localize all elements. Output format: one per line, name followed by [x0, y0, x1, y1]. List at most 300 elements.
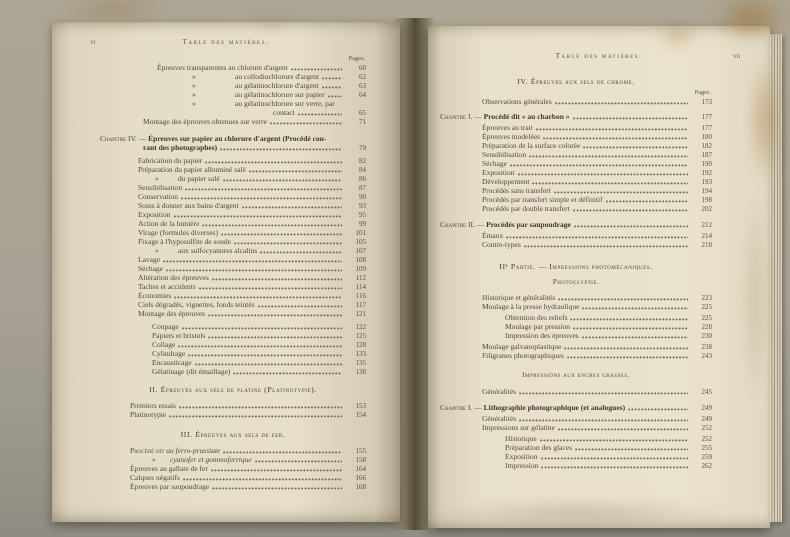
entry-label: Procédés sans transfert: [482, 186, 551, 195]
left-page-header: [52, 38, 400, 50]
entry-page-number: 155: [355, 447, 366, 455]
dot-leader: [199, 286, 342, 290]
entry-label: Exposition: [482, 168, 515, 177]
toc-entry: [482, 387, 712, 396]
folio-right: vii: [733, 52, 740, 60]
running-title-right: Table des matières.: [555, 52, 643, 60]
entry-page-number: 262: [701, 462, 712, 470]
dot-leader: [202, 223, 342, 227]
toc-entry: [138, 183, 366, 192]
entry-page-number: 108: [355, 256, 366, 264]
entry-page-number: 158: [355, 456, 366, 464]
dot-leader: [211, 468, 342, 472]
toc-spacer: [440, 213, 712, 220]
entry-page-number: 122: [355, 323, 366, 331]
toc-entry: [505, 434, 712, 443]
sub-section-heading: Impressions aux encres grasses.: [522, 371, 630, 379]
dot-leader: [255, 459, 342, 463]
toc-spacer: [440, 249, 712, 261]
toc-entry: [192, 72, 366, 81]
toc-entry: [482, 414, 712, 423]
running-title-left: Table des matières.: [182, 38, 270, 46]
entry-label: Impression: [505, 461, 539, 470]
entry-label: Procédés par double transfert: [482, 204, 570, 213]
entry-page-number: 63: [359, 82, 366, 90]
toc-entry: [505, 461, 712, 470]
dot-leader: [212, 277, 342, 281]
dot-leader: [573, 116, 688, 120]
dot-leader: [540, 438, 688, 442]
entry-page-number: 193: [701, 178, 712, 186]
entry-page-number: 249: [701, 415, 712, 423]
toc-entry: [152, 349, 366, 358]
entry-page-number: 87: [359, 184, 366, 192]
toc-entry: [192, 99, 366, 108]
entry-page-number: 114: [355, 283, 366, 291]
entry-label: Lavage: [138, 255, 161, 264]
toc-entry: [482, 240, 712, 249]
entry-label: Lithographie photographique (et analogues): [483, 403, 626, 412]
toc-entry: [138, 156, 366, 165]
entry-page-number: 79: [359, 144, 366, 152]
entry-label: Séchage: [138, 264, 163, 273]
dot-leader: [166, 268, 342, 272]
dot-leader: [519, 418, 688, 422]
toc-entry: [505, 331, 712, 340]
entry-page-number: 225: [701, 303, 712, 311]
entry-label: Préparation du papier albuminé salé: [138, 165, 246, 174]
dot-leader: [570, 317, 688, 321]
toc-entry: [138, 291, 366, 300]
dot-leader: [178, 344, 342, 348]
entry-label: Préparation de la surface colorée: [482, 141, 581, 150]
dot-leader: [564, 346, 688, 350]
entry-label: Émaux: [482, 231, 504, 240]
toc-entry: [505, 452, 712, 461]
entry-label: Exposition: [138, 210, 171, 219]
toc-entry: [440, 112, 712, 121]
toc-entry: [192, 90, 366, 99]
toc-entry: [143, 117, 366, 126]
section-heading: II. Épreuves aux sels de platine (Platinotypie).: [149, 385, 317, 394]
entry-label: Historique: [505, 434, 537, 443]
toc-entry: [482, 195, 712, 204]
toc-right: [440, 76, 712, 470]
entry-label: Économies: [138, 291, 172, 300]
entry-page-number: 223: [701, 294, 712, 302]
entry-label: Taches et accidents: [138, 282, 196, 291]
entry-prefix: Chapitre I. —: [440, 112, 484, 121]
dot-leader: [536, 127, 688, 131]
dot-leader: [575, 447, 688, 451]
toc-entry: [138, 219, 366, 228]
entry-label: Développement: [482, 177, 530, 186]
entry-label: Ciels dégradés, vignettes, fonds teintés: [138, 300, 255, 309]
entry-page-number: 86: [359, 175, 366, 183]
section-heading: IIᵉ Partie. — Impressions photomécaniques.: [499, 262, 653, 271]
dot-leader: [628, 407, 688, 411]
entry-page-number: 190: [701, 160, 712, 168]
entry-page-number: 180: [701, 133, 712, 141]
left-page: [52, 22, 400, 522]
dot-leader: [208, 313, 342, 317]
dot-leader: [322, 85, 342, 89]
ditto-mark: »: [152, 455, 156, 464]
entry-page-number: 112: [355, 274, 366, 282]
dot-leader: [182, 326, 342, 330]
ditto-mark: »: [155, 174, 159, 183]
dot-leader: [212, 486, 342, 490]
toc-spacer: [440, 360, 712, 370]
toc-entry: [155, 246, 366, 255]
entry-page-number: 259: [701, 453, 712, 461]
entry-page-number: 109: [355, 265, 366, 273]
ditto-mark: »: [155, 246, 159, 255]
entry-label: contact: [273, 108, 295, 117]
dot-leader: [532, 181, 688, 185]
dot-leader: [174, 295, 342, 299]
toc-entry: [152, 322, 366, 331]
entry-page-number: 198: [701, 196, 712, 204]
entry-label: rant des photographes): [143, 143, 218, 152]
dot-leader: [541, 456, 688, 460]
entry-label: Montage des épreuves: [138, 309, 206, 318]
toc-entry: [505, 313, 712, 322]
entry-page-number: 154: [355, 411, 366, 419]
entry-page-number: 71: [359, 118, 366, 126]
dot-leader: [328, 94, 342, 98]
entry-page-number: 164: [355, 465, 366, 473]
entry-label: Fixage à l'hyposulfite de soude: [138, 237, 231, 246]
dot-leader: [322, 76, 342, 80]
entry-page-number: 228: [701, 323, 712, 331]
toc-entry: [505, 322, 712, 331]
toc-entry: [138, 309, 366, 318]
toc-spacer: [100, 376, 366, 384]
dot-leader: [223, 450, 342, 454]
entry-page-number: 105: [355, 238, 366, 246]
toc-spacer: [440, 396, 712, 403]
dot-leader: [529, 154, 688, 158]
entry-label: Contre-types: [482, 240, 521, 249]
entry-label: aux sulfocyanures alcalins: [178, 246, 258, 255]
page-stack-edges: [770, 34, 782, 522]
dot-leader: [242, 205, 342, 209]
dot-leader: [606, 199, 688, 203]
sub-section-heading: Photoglyptie.: [552, 278, 600, 286]
entry-page-number: 166: [355, 474, 366, 482]
ditto-mark: »: [192, 90, 196, 99]
toc-entry: [138, 282, 366, 291]
entry-prefix: Chapitre II. —: [440, 220, 487, 229]
entry-page-number: 243: [701, 352, 712, 360]
toc-entry: [152, 340, 366, 349]
toc-entry: [482, 159, 712, 168]
dot-leader: [518, 172, 688, 176]
dot-leader: [582, 306, 688, 310]
toc-entry: [482, 168, 712, 177]
entry-page-number: 255: [701, 444, 712, 452]
entry-page-number: 62: [359, 73, 366, 81]
toc-entry: [138, 201, 366, 210]
dot-leader: [234, 241, 342, 245]
entry-label: Généralités: [482, 414, 517, 423]
toc-entry: [482, 302, 712, 311]
toc-entry: [482, 123, 712, 132]
entry-label: Historique et généralités: [482, 293, 556, 302]
entry-page-number: 93: [359, 202, 366, 210]
section-heading: IV. Épreuves aux sels de chrome.: [517, 77, 635, 86]
entry-label: cyanofer et gommoferrique: [170, 455, 252, 464]
dot-leader: [541, 465, 688, 469]
dot-leader: [205, 160, 342, 164]
dot-leader: [183, 477, 342, 481]
entry-page-number: 133: [355, 350, 366, 358]
entry-page-number: 90: [359, 193, 366, 201]
toc-entry: [143, 143, 366, 152]
entry-page-number: 64: [359, 91, 366, 99]
dot-leader: [223, 178, 342, 182]
entry-page-number: 117: [355, 301, 366, 309]
dot-leader: [291, 67, 342, 71]
entry-label: Coupage: [152, 322, 179, 331]
entry-page-number: 121: [355, 310, 366, 318]
entry-label: Papiers et bristols: [152, 331, 206, 340]
dot-leader: [583, 145, 688, 149]
entry-label: Épreuves par saupoudrage: [130, 482, 210, 491]
entry-page-number: 153: [355, 402, 366, 410]
toc-entry: [130, 482, 366, 491]
toc-entry: [482, 293, 712, 302]
toc-entry: [482, 150, 712, 159]
entry-label: Obtention des reliefs: [505, 313, 568, 322]
entry-label: Moulage galvanoplastique: [482, 342, 562, 351]
ditto-mark: »: [192, 72, 196, 81]
entry-label: au gélatinochlorure sur papier: [235, 90, 325, 99]
toc-entry: [482, 423, 712, 432]
dot-leader: [208, 335, 342, 339]
entry-label: Soins à donner aux bains d'argent: [138, 201, 239, 210]
dot-leader: [233, 371, 342, 375]
toc-entry: [440, 220, 712, 229]
entry-label: Filigranes photographiques: [482, 351, 564, 360]
right-page-header: [428, 52, 770, 64]
dot-leader: [195, 362, 342, 366]
dot-leader: [582, 335, 688, 339]
entry-label: Moulage par pression: [505, 322, 570, 331]
entry-page-number: 173: [701, 98, 712, 106]
toc-entry: [152, 455, 366, 464]
dot-leader: [220, 147, 342, 151]
entry-label: Épreuves au gallate de fer: [130, 464, 208, 473]
toc-entry: [138, 210, 366, 219]
dot-leader: [506, 235, 688, 239]
ditto-mark: »: [192, 99, 196, 108]
entry-page-number: 182: [701, 142, 712, 150]
toc-entry: [482, 141, 712, 150]
toc-entry: [440, 403, 712, 412]
dot-leader: [163, 259, 342, 263]
entry-page-number: 82: [359, 157, 366, 165]
entry-prefix: Procédé dit: [130, 446, 167, 455]
toc-spacer: [100, 419, 366, 429]
entry-page-number: 252: [701, 424, 712, 432]
entry-prefix: Chapitre IV. —: [100, 134, 149, 143]
entry-page-number: 128: [355, 341, 366, 349]
entry-label: Procédé dit « au charbon »: [483, 112, 570, 121]
entry-page-number: 95: [359, 211, 366, 219]
dot-leader: [174, 214, 342, 218]
toc-spacer: [100, 126, 366, 134]
entry-page-number: 60: [359, 64, 366, 72]
dot-leader: [298, 112, 342, 116]
dot-leader: [510, 163, 688, 167]
dot-leader: [249, 169, 342, 173]
dot-leader: [524, 244, 688, 248]
dot-leader: [519, 391, 688, 395]
toc-entry: [482, 186, 712, 195]
entry-page-number: 84: [359, 166, 366, 174]
entry-label: au ferro-prussiate: [166, 446, 221, 455]
dot-leader: [169, 414, 342, 418]
toc-entry: [130, 446, 366, 455]
entry-page-number: 116: [355, 292, 366, 300]
entry-label: Sensibilisation: [138, 183, 183, 192]
entry-label: Action de la lumière: [138, 219, 200, 228]
toc-entry: [482, 132, 712, 141]
section-heading: III. Épreuves aux sels de fer.: [180, 430, 286, 439]
toc-entry: [138, 264, 366, 273]
entry-page-number: 125: [355, 332, 366, 340]
entry-label: au gélatinochlorure d'argent: [235, 81, 319, 90]
entry-label: Épreuves au trait: [482, 123, 533, 132]
dot-leader: [258, 304, 342, 308]
toc-left: [100, 55, 366, 491]
entry-label: Cylindrage: [152, 349, 186, 358]
entry-label: Impressions sur gélatine: [482, 423, 555, 432]
entry-label: Épreuves modelées: [482, 132, 541, 141]
toc-entry: [138, 165, 366, 174]
entry-label: Procédés par saupoudrage: [486, 220, 571, 229]
entry-label: Préparation des glaces: [505, 443, 573, 452]
toc-entry: [138, 228, 366, 237]
dot-leader: [555, 101, 688, 105]
toc-entry: [130, 410, 366, 419]
entry-label: Procédés par transfert simple et définitif: [482, 195, 603, 204]
entry-page-number: 202: [701, 205, 712, 213]
dot-leader: [179, 405, 342, 409]
entry-page-number: 65: [359, 109, 366, 117]
entry-page-number: 107: [355, 247, 366, 255]
entry-label: Virage (formules diverses): [138, 228, 218, 237]
entry-page-number: 138: [355, 368, 366, 376]
entry-page-number: 101: [355, 229, 366, 237]
entry-label: Montage des épreuves obtenues sur verre: [143, 117, 267, 126]
entry-label: Observations générales: [482, 97, 552, 106]
toc-entry: [505, 443, 712, 452]
dot-leader: [260, 250, 342, 254]
dot-leader: [543, 136, 688, 140]
entry-label: Collage: [152, 340, 176, 349]
toc-entry: [482, 177, 712, 186]
entry-label: Premiers essais: [130, 401, 177, 410]
toc-entry: [152, 358, 366, 367]
toc-entry: [138, 273, 366, 282]
entry-label: Épreuves sur papier au chlorure d'argent (Procédé cou-: [148, 134, 327, 143]
entry-page-number: 99: [359, 220, 366, 228]
entry-page-number: 214: [701, 232, 712, 240]
entry-page-number: 218: [701, 241, 712, 249]
pages-column-label: Pages.: [348, 55, 365, 62]
toc-entry: [157, 63, 366, 72]
toc-entry: [138, 192, 366, 201]
dot-leader: [573, 208, 688, 212]
dot-leader: [554, 190, 688, 194]
toc-entry: [130, 401, 366, 410]
dot-leader: [574, 224, 688, 228]
entry-label: Séchage: [482, 159, 507, 168]
entry-page-number: 177: [701, 124, 712, 132]
entry-page-number: 187: [701, 151, 712, 159]
entry-label: Moulage à la presse hydraulique: [482, 302, 580, 311]
entry-page-number: 177: [701, 113, 712, 121]
entry-label: Généralités: [482, 387, 517, 396]
toc-entry: [152, 331, 366, 340]
toc-entry: [138, 255, 366, 264]
entry-page-number: 168: [355, 483, 366, 491]
entry-page-number: 194: [701, 187, 712, 195]
foxing-stain: [64, 0, 164, 24]
entry-page-number: 230: [701, 332, 712, 340]
dot-leader: [567, 355, 688, 359]
entry-page-number: 245: [701, 388, 712, 396]
entry-label: Fabrication du papier: [138, 156, 203, 165]
right-page: [428, 26, 770, 528]
dot-leader: [558, 427, 688, 431]
folio-left: vi: [90, 38, 96, 46]
toc-entry: [482, 351, 712, 360]
entry-label: du papier salé: [178, 174, 220, 183]
dot-leader: [558, 297, 688, 301]
entry-prefix: Chapitre I. —: [440, 403, 484, 412]
entry-label: Sensibilisation: [482, 150, 527, 159]
toc-entry: [100, 134, 366, 143]
dot-leader: [270, 121, 342, 125]
dot-leader: [221, 232, 342, 236]
dot-leader: [188, 353, 342, 357]
toc-entry: [273, 108, 366, 117]
entry-page-number: 238: [701, 343, 712, 351]
toc-entry: [130, 464, 366, 473]
toc-entry: [482, 204, 712, 213]
entry-page-number: 249: [701, 404, 712, 412]
toc-entry: [138, 237, 366, 246]
entry-label: Impression des épreuves: [505, 331, 579, 340]
toc-spacer: [440, 380, 712, 387]
toc-entry: [482, 231, 712, 240]
dot-leader: [181, 196, 342, 200]
entry-page-number: 225: [701, 314, 712, 322]
entry-label: au collodiochlorure d'argent: [235, 72, 320, 81]
pages-column-label: Pages.: [694, 89, 711, 96]
toc-entry: [155, 174, 366, 183]
entry-page-number: 212: [701, 221, 712, 229]
toc-entry: [152, 367, 366, 376]
toc-entry: [130, 473, 366, 482]
entry-label: Gélatinage (dit émaillage): [152, 367, 231, 376]
entry-label: Encausticage: [152, 358, 192, 367]
toc-entry: [138, 300, 366, 309]
